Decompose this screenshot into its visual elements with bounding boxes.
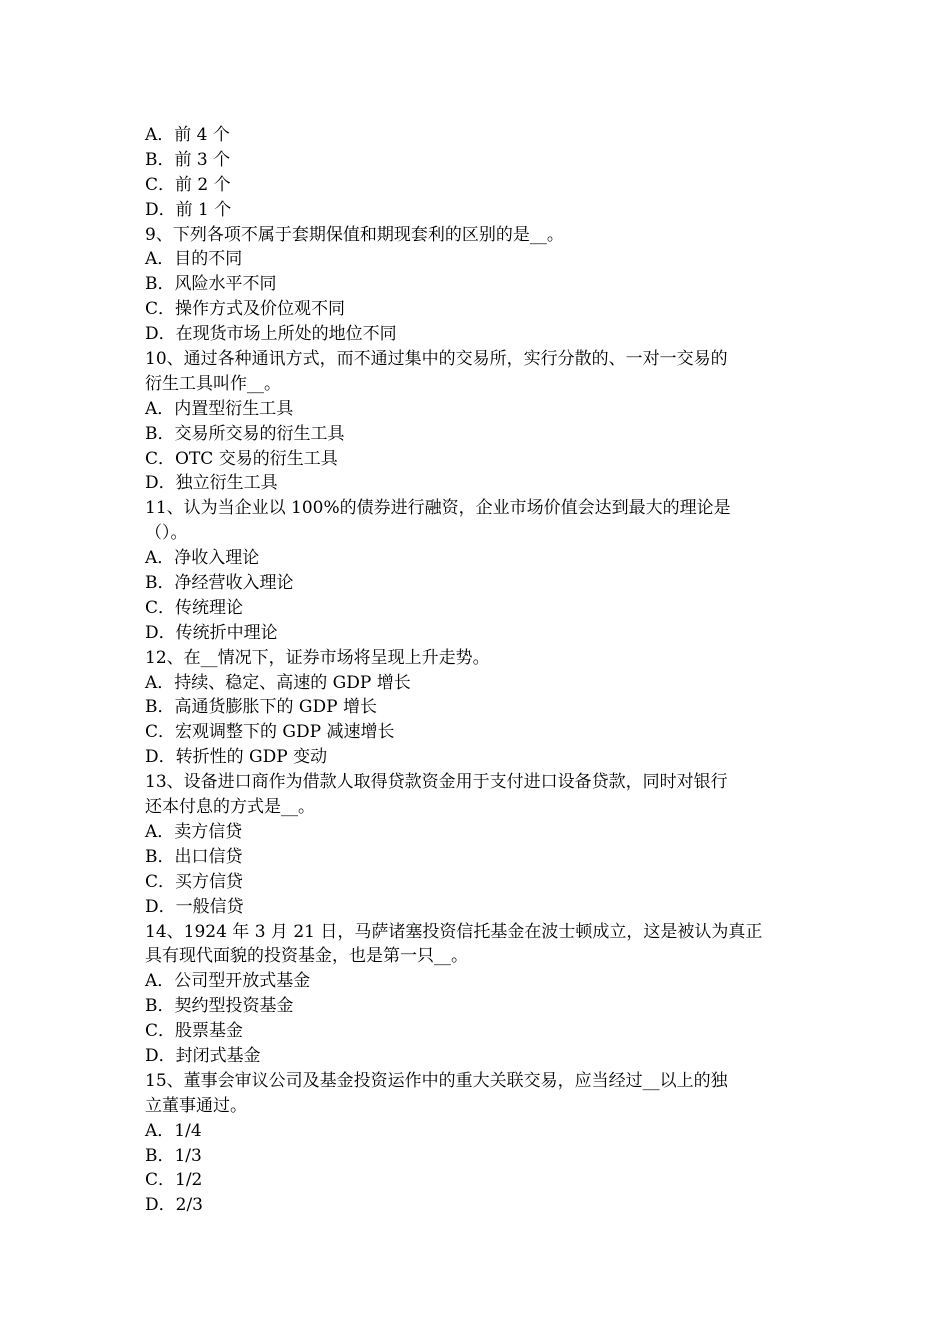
answer-option: C．OTC 交易的衍生工具 bbox=[145, 448, 338, 469]
answer-option: B．1/3 bbox=[145, 1145, 202, 1166]
question-text: 13、设备进口商作为借款人取得贷款资金用于支付进口设备贷款，同时对银行 bbox=[145, 772, 728, 793]
answer-option: A．净收入理论 bbox=[145, 548, 260, 569]
answer-option: D．2/3 bbox=[145, 1195, 203, 1216]
question-text-continued: 衍生工具叫作__。 bbox=[145, 373, 281, 394]
answer-option: B．前 3 个 bbox=[145, 149, 231, 170]
answer-option: B．风险水平不同 bbox=[145, 274, 277, 295]
question-text: 14、1924 年 3 月 21 日，马萨诸塞投资信托基金在波士顿成立，这是被认为真正 bbox=[145, 921, 763, 942]
question-text-continued: 还本付息的方式是__。 bbox=[145, 797, 315, 818]
answer-option: D．在现货市场上所处的地位不同 bbox=[145, 324, 397, 345]
answer-option: B．净经营收入理论 bbox=[145, 573, 294, 594]
question-text-continued: 立董事通过。 bbox=[145, 1095, 247, 1116]
answer-option: B．契约型投资基金 bbox=[145, 996, 294, 1017]
answer-option: A．公司型开放式基金 bbox=[145, 971, 311, 992]
question-text: 11、认为当企业以 100%的债券进行融资，企业市场价值会达到最大的理论是 bbox=[145, 498, 731, 519]
answer-option: C．宏观调整下的 GDP 减速增长 bbox=[145, 722, 395, 743]
document-page bbox=[145, 123, 810, 1218]
answer-option: B．出口信贷 bbox=[145, 846, 243, 867]
question-text-continued: 具有现代面貌的投资基金，也是第一只__。 bbox=[145, 946, 468, 967]
answer-option: B．交易所交易的衍生工具 bbox=[145, 423, 345, 444]
answer-option: D．前 1 个 bbox=[145, 199, 232, 220]
question-text: 12、在__情况下，证券市场将呈现上升走势。 bbox=[145, 647, 490, 668]
answer-option: D．转折性的 GDP 变动 bbox=[145, 747, 328, 768]
answer-option: D．独立衍生工具 bbox=[145, 473, 278, 494]
answer-option: D．一般信贷 bbox=[145, 896, 244, 917]
answer-option: C．1/2 bbox=[145, 1170, 203, 1191]
answer-option: A．1/4 bbox=[145, 1120, 202, 1141]
question-text-continued: （）。 bbox=[145, 523, 188, 544]
answer-option: A．持续、稳定、高速的 GDP 增长 bbox=[145, 672, 411, 693]
answer-option: A．目的不同 bbox=[145, 249, 243, 270]
answer-option: C．股票基金 bbox=[145, 1021, 244, 1042]
answer-option: A．前 4 个 bbox=[145, 125, 230, 145]
answer-option: A．卖方信贷 bbox=[145, 821, 243, 842]
answer-option: D．传统折中理论 bbox=[145, 622, 278, 643]
answer-option: B．高通货膨胀下的 GDP 增长 bbox=[145, 697, 377, 718]
question-text: 15、董事会审议公司及基金投资运作中的重大关联交易，应当经过__以上的独 bbox=[145, 1070, 728, 1091]
question-text: 10、通过各种通讯方式，而不通过集中的交易所，实行分散的、一对一交易的 bbox=[145, 349, 728, 370]
answer-option: A．内置型衍生工具 bbox=[145, 398, 294, 419]
answer-option: C．买方信贷 bbox=[145, 871, 244, 892]
question-text: 9、下列各项不属于套期保值和期现套利的区别的是__。 bbox=[145, 224, 564, 245]
answer-option: C．前 2 个 bbox=[145, 174, 231, 195]
answer-option: C．传统理论 bbox=[145, 597, 244, 618]
answer-option: C．操作方式及价位观不同 bbox=[145, 299, 346, 320]
answer-option: D．封闭式基金 bbox=[145, 1045, 261, 1066]
